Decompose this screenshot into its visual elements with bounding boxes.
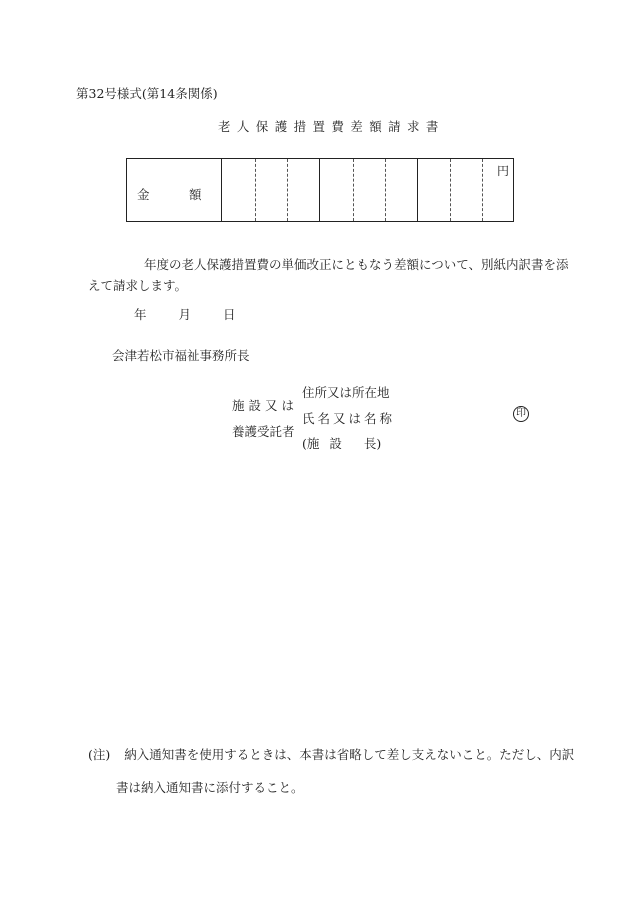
- director-close: 長): [363, 436, 382, 451]
- note-line-2: 書は納入通知書に添付すること。: [116, 780, 304, 795]
- note-prefix: (注): [88, 747, 111, 762]
- amount-label-char-1: 金: [137, 187, 150, 202]
- form-number: 第32号様式(第14条関係): [76, 86, 218, 101]
- digit-group-divider: [319, 159, 320, 221]
- address-field-label: 住所又は所在地: [302, 385, 390, 400]
- director-label: [302, 434, 381, 452]
- amount-label: [137, 185, 202, 203]
- amount-label-char-2: 額: [189, 187, 202, 202]
- amount-label-divider: [221, 159, 222, 221]
- digit-divider: [385, 159, 386, 221]
- body-text-line-2: えて請求します。: [88, 278, 188, 293]
- date-day: 日: [223, 307, 236, 322]
- applicant-label-line-1: 施設又は: [232, 398, 299, 413]
- director-open: (施: [302, 436, 320, 451]
- name-field-label: 氏名又は名称: [302, 411, 396, 426]
- date-line: [134, 305, 264, 323]
- seal-mark: 印: [513, 406, 529, 422]
- digit-divider: [287, 159, 288, 221]
- digit-group-divider: [417, 159, 418, 221]
- digit-divider: [450, 159, 451, 221]
- body-text-line-1: 年度の老人保護措置費の単価改正にともなう差額について、別紙内訳書を添: [144, 257, 569, 272]
- digit-divider: [255, 159, 256, 221]
- amount-table: [126, 158, 514, 222]
- date-year: 年: [134, 307, 147, 322]
- recipient: 会津若松市福祉事務所長: [112, 348, 250, 363]
- document-title: 老人保護措置費差額請求書: [218, 119, 445, 134]
- digit-divider: [482, 159, 483, 221]
- date-month: 月: [178, 307, 192, 322]
- yen-unit: 円: [497, 164, 510, 178]
- applicant-label-line-2: 養護受託者: [232, 424, 295, 439]
- director-mid: 設: [329, 436, 342, 451]
- note-line-1: [88, 745, 574, 763]
- digit-divider: [353, 159, 354, 221]
- note-text-1: 納入通知書を使用するときは、本書は省略して差し支えないこと。ただし、内訳: [124, 747, 575, 762]
